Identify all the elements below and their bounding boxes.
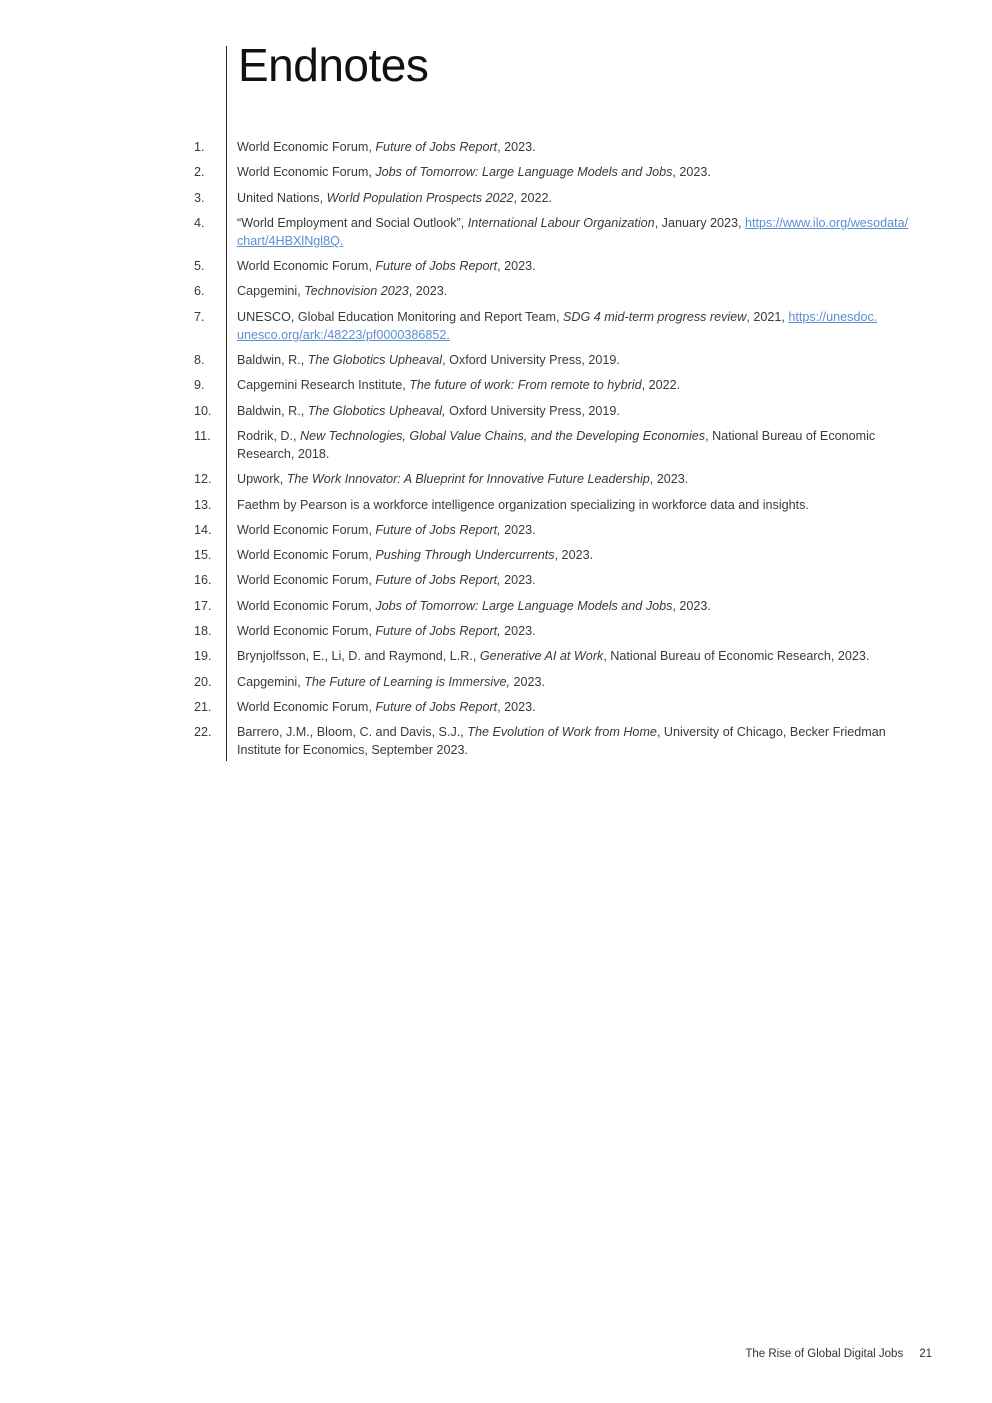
endnote-text <box>237 427 931 463</box>
endnotes-list <box>0 138 992 767</box>
endnote-text <box>237 546 931 564</box>
endnote-item <box>0 647 992 665</box>
citation-title: The Evolution of Work from Home <box>467 725 657 740</box>
citation-text: Barrero, J.M., Bloom, C. and Davis, S.J., <box>237 725 468 740</box>
endnote-number: 14. <box>194 522 212 537</box>
endnote-text <box>237 496 931 514</box>
endnote-item <box>0 376 992 394</box>
citation-text: World Economic Forum, <box>237 548 376 563</box>
citation-details: , 2023. <box>554 548 594 563</box>
citation-details: , 2023. <box>672 165 711 180</box>
endnote-text <box>237 257 931 275</box>
citation-text: Baldwin, R., <box>237 353 308 368</box>
endnote-number: 19. <box>194 649 212 664</box>
citation-details: 2023. <box>500 573 536 588</box>
endnote-number: 18. <box>194 624 212 639</box>
page-footer <box>745 1346 932 1362</box>
citation-details: , 2023. <box>649 472 689 487</box>
endnote-number: 17. <box>194 598 212 613</box>
citation-details: , 2022. <box>513 190 553 205</box>
endnote-item <box>0 571 992 589</box>
endnote-text <box>237 308 931 344</box>
page-title: Endnotes <box>238 39 429 91</box>
citation-link-continued[interactable]: chart/4HBXlNgl8Q. <box>237 233 344 248</box>
endnote-text <box>237 402 931 420</box>
citation-title: Future of Jobs Report, <box>375 624 501 639</box>
endnote-number: 9. <box>194 378 205 393</box>
endnote-number: 12. <box>194 472 212 487</box>
endnote-text <box>237 470 931 488</box>
citation-text: World Economic Forum, <box>237 522 376 537</box>
citation-title: The Work Innovator: A Blueprint for Innovative Future Leadership <box>286 472 650 487</box>
citation-title: New Technologies, Global Value Chains, and the Developing Economies <box>299 428 706 443</box>
endnote-item <box>0 673 992 691</box>
endnote-number: 13. <box>194 497 212 512</box>
endnote-item <box>0 597 992 615</box>
citation-text: World Economic Forum, <box>237 598 376 613</box>
endnote-item <box>0 723 992 759</box>
endnote-number: 22. <box>194 725 212 740</box>
citation-text: Capgemini, <box>237 674 305 689</box>
endnote-number: 10. <box>194 403 212 418</box>
citation-title: The future of work: From remote to hybrid <box>409 378 642 393</box>
endnote-text <box>237 597 931 615</box>
endnote-number: 3. <box>194 190 205 205</box>
endnote-text <box>237 571 931 589</box>
citation-text: World Economic Forum, <box>237 573 376 588</box>
endnote-text <box>237 521 931 539</box>
endnote-item <box>0 282 992 300</box>
citation-title: Future of Jobs Report, <box>375 522 501 537</box>
endnote-number: 5. <box>194 259 205 274</box>
citation-link[interactable]: https://unesdoc. <box>788 309 878 324</box>
endnote-number: 1. <box>194 140 205 154</box>
citation-link-continued[interactable]: unesco.org/ark:/48223/pf0000386852. <box>237 327 450 342</box>
citation-details: , National Bureau of Economic Research, 2023. <box>603 649 870 664</box>
endnote-number: 20. <box>194 674 212 689</box>
citation-title: International Labour Organization <box>467 215 655 230</box>
citation-text: Capgemini, <box>237 284 305 299</box>
citation-text: UNESCO, Global Education Monitoring and Report Team, <box>237 309 563 324</box>
citation-details: , 2023. <box>497 259 536 274</box>
citation-title: World Population Prospects 2022 <box>326 190 514 205</box>
citation-text: World Economic Forum, <box>237 259 376 274</box>
endnote-item <box>0 427 992 463</box>
endnote-item <box>0 257 992 275</box>
citation-title: Technovision 2023 <box>304 284 409 299</box>
endnote-item <box>0 698 992 716</box>
endnote-item <box>0 189 992 207</box>
endnote-text <box>237 163 931 181</box>
page-number: 21 <box>919 1348 932 1360</box>
citation-text: “World Employment and Social Outlook”, <box>237 215 468 230</box>
citation-details: , Oxford University Press, 2019. <box>442 353 620 368</box>
citation-title: The Future of Learning is Immersive, <box>304 674 510 689</box>
citation-link[interactable]: https://www.ilo.org/wesodata/ <box>745 215 909 230</box>
endnote-text <box>237 376 931 394</box>
citation-title: Future of Jobs Report <box>375 259 498 274</box>
endnote-text <box>237 673 931 691</box>
endnote-text <box>237 138 931 156</box>
endnote-item <box>0 546 992 564</box>
endnote-number: 7. <box>194 309 205 324</box>
citation-title: Jobs of Tomorrow: Large Language Models and Jobs <box>375 598 673 613</box>
endnote-item <box>0 521 992 539</box>
endnote-text <box>237 723 931 759</box>
endnote-text <box>237 351 931 369</box>
citation-details: Oxford University Press, 2019. <box>445 403 620 418</box>
endnote-number: 6. <box>194 284 205 299</box>
endnote-text <box>237 698 931 716</box>
citation-details: 2023. <box>509 674 545 689</box>
endnote-item <box>0 470 992 488</box>
endnote-item <box>0 402 992 420</box>
endnote-text <box>237 622 931 640</box>
citation-title: Future of Jobs Report <box>375 699 498 714</box>
citation-details: , January 2023, <box>654 215 746 230</box>
citation-text: Baldwin, R., <box>237 403 308 418</box>
endnote-number: 16. <box>194 573 212 588</box>
endnote-item <box>0 138 992 156</box>
endnote-text <box>237 214 931 250</box>
endnote-item <box>0 308 992 344</box>
endnote-text <box>237 282 931 300</box>
citation-title: SDG 4 mid-term progress review <box>562 309 747 324</box>
citation-text: Faethm by Pearson is a workforce intelligence organization specializing in workforce data and insights. <box>237 497 809 512</box>
citation-details: , 2022. <box>641 378 681 393</box>
citation-title: Jobs of Tomorrow: Large Language Models and Jobs <box>375 165 673 180</box>
citation-details: , 2021, <box>746 309 789 324</box>
endnote-number: 2. <box>194 165 205 180</box>
endnote-text <box>237 647 931 665</box>
endnote-number: 11. <box>194 428 211 443</box>
endnote-item <box>0 496 992 514</box>
endnote-item <box>0 622 992 640</box>
citation-text: Brynjolfsson, E., Li, D. and Raymond, L.R., <box>237 649 480 664</box>
citation-text: United Nations, <box>237 190 327 205</box>
footer-title: The Rise of Global Digital Jobs <box>745 1348 904 1360</box>
citation-details: 2023. <box>500 522 536 537</box>
citation-title: Generative AI at Work <box>479 649 604 664</box>
endnote-number: 4. <box>194 215 205 230</box>
endnote-item <box>0 214 992 250</box>
endnote-text <box>237 189 931 207</box>
citation-details: , National Bureau of Economic Research, 2018. <box>237 428 876 461</box>
endnote-number: 8. <box>194 353 205 368</box>
citation-details: , University of Chicago, Becker Friedman Institute for Economics, September 2023. <box>237 725 886 758</box>
citation-text: Capgemini Research Institute, <box>237 378 410 393</box>
citation-text: World Economic Forum, <box>237 165 376 180</box>
citation-details: , 2023. <box>497 699 536 714</box>
citation-text: World Economic Forum, <box>237 140 376 154</box>
endnote-item <box>0 351 992 369</box>
endnote-number: 21. <box>194 699 212 714</box>
endnote-number: 15. <box>194 548 212 563</box>
citation-text: World Economic Forum, <box>237 624 376 639</box>
citation-details: 2023. <box>500 624 536 639</box>
citation-title: Future of Jobs Report, <box>375 573 501 588</box>
citation-title: Pushing Through Undercurrents <box>375 548 555 563</box>
citation-text: World Economic Forum, <box>237 699 376 714</box>
citation-title: Future of Jobs Report <box>375 140 498 154</box>
citation-title: The Globotics Upheaval <box>307 353 443 368</box>
citation-text: Rodrik, D., <box>237 428 300 443</box>
citation-title: The Globotics Upheaval, <box>307 403 446 418</box>
citation-details: , 2023. <box>408 284 448 299</box>
citation-details: , 2023. <box>497 140 536 154</box>
endnote-item <box>0 163 992 181</box>
citation-text: Upwork, <box>237 472 287 487</box>
citation-details: , 2023. <box>672 598 711 613</box>
